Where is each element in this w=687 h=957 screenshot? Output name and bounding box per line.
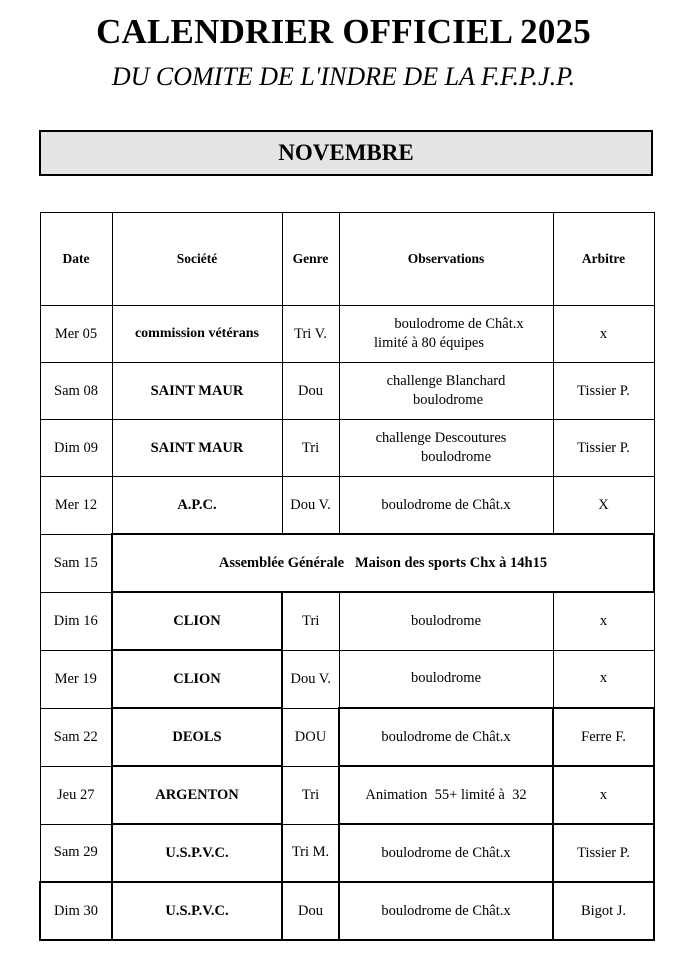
table-row (40, 766, 654, 824)
table-header-row (40, 213, 654, 306)
cell-date: Mer 19 (40, 650, 112, 708)
assembly-text: Assemblée Générale Maison des sports Chx à 14h15 (218, 554, 548, 571)
obs-line: challenge Blanchard (386, 373, 506, 389)
table-row (40, 363, 654, 420)
cell-societe: ARGENTON (112, 766, 282, 824)
page-title: CALENDRIER OFFICIEL 2025 (96, 12, 591, 51)
cell-observations: boulodrome de Chât.x (339, 477, 553, 535)
table-row-assembly (40, 534, 654, 592)
calendar-table (39, 212, 655, 941)
cell-date: Sam 22 (40, 708, 112, 766)
cell-arbitre: Ferre F. (553, 708, 654, 766)
obs-line: challenge Descoutures (375, 430, 507, 446)
column-header-date: Date (40, 213, 112, 306)
cell-genre: Dou (282, 363, 339, 420)
table-row (40, 708, 654, 766)
cell-arbitre: x (553, 592, 654, 650)
cell-genre: Tri (282, 420, 339, 477)
cell-observations: boulodrome (339, 592, 553, 650)
cell-arbitre: X (553, 477, 654, 535)
column-header-genre: Genre (282, 213, 339, 306)
cell-societe: CLION (112, 650, 282, 708)
cell-observations: boulodrome de Chât.x (339, 882, 553, 940)
cell-arbitre: x (553, 766, 654, 824)
cell-observations (339, 363, 553, 420)
cell-arbitre: x (553, 306, 654, 363)
cell-genre: Tri (282, 592, 339, 650)
cell-arbitre: Tissier P. (553, 363, 654, 420)
cell-observations: Animation 55+ limité à 32 (339, 766, 553, 824)
month-label: NOVEMBRE (278, 140, 414, 165)
cell-genre: Tri (282, 766, 339, 824)
cell-societe: CLION (112, 592, 282, 650)
cell-genre: Tri M. (282, 824, 339, 882)
obs-line: limité à 80 équipes (374, 335, 484, 351)
table-row (40, 420, 654, 477)
cell-genre: DOU (282, 708, 339, 766)
obs-line: boulodrome (412, 392, 484, 408)
column-header-arbitre: Arbitre (553, 213, 654, 306)
cell-observations: boulodrome (339, 650, 553, 708)
page-subtitle: DU COMITE DE L'INDRE DE LA F.F.P.J.P. (111, 62, 576, 91)
cell-societe: U.S.P.V.C. (112, 882, 282, 940)
cell-assembly-event (112, 534, 654, 592)
column-header-societe: Société (112, 213, 282, 306)
cell-date: Mer 05 (40, 306, 112, 363)
cell-societe: commission vétérans (112, 306, 282, 363)
cell-observations: boulodrome de Chât.x (339, 708, 553, 766)
cell-arbitre: Tissier P. (553, 420, 654, 477)
obs-line: boulodrome (420, 449, 492, 465)
column-header-observations: Observations (339, 213, 553, 306)
cell-societe: SAINT MAUR (112, 363, 282, 420)
cell-date: Dim 30 (40, 882, 112, 940)
cell-genre: Dou V. (282, 477, 339, 535)
cell-observations: boulodrome de Chât.x (339, 824, 553, 882)
cell-date: Sam 29 (40, 824, 112, 882)
cell-observations (339, 306, 553, 363)
cell-genre: Tri V. (282, 306, 339, 363)
table-row (40, 477, 654, 535)
cell-date: Dim 16 (40, 592, 112, 650)
cell-societe: A.P.C. (112, 477, 282, 535)
cell-date: Sam 08 (40, 363, 112, 420)
month-banner (39, 130, 653, 176)
table-row (40, 882, 654, 940)
cell-societe: SAINT MAUR (112, 420, 282, 477)
table-row (40, 824, 654, 882)
cell-date: Mer 12 (40, 477, 112, 535)
cell-societe: U.S.P.V.C. (112, 824, 282, 882)
obs-line: boulodrome de Chât.x (394, 316, 524, 332)
cell-arbitre: Tissier P. (553, 824, 654, 882)
cell-societe: DEOLS (112, 708, 282, 766)
cell-arbitre: x (553, 650, 654, 708)
cell-genre: Dou V. (282, 650, 339, 708)
cell-arbitre: Bigot J. (553, 882, 654, 940)
table-row (40, 306, 654, 363)
cell-date: Jeu 27 (40, 766, 112, 824)
cell-genre: Dou (282, 882, 339, 940)
cell-date: Dim 09 (40, 420, 112, 477)
cell-observations (339, 420, 553, 477)
table-row (40, 650, 654, 708)
cell-date: Sam 15 (40, 534, 112, 592)
table-row (40, 592, 654, 650)
